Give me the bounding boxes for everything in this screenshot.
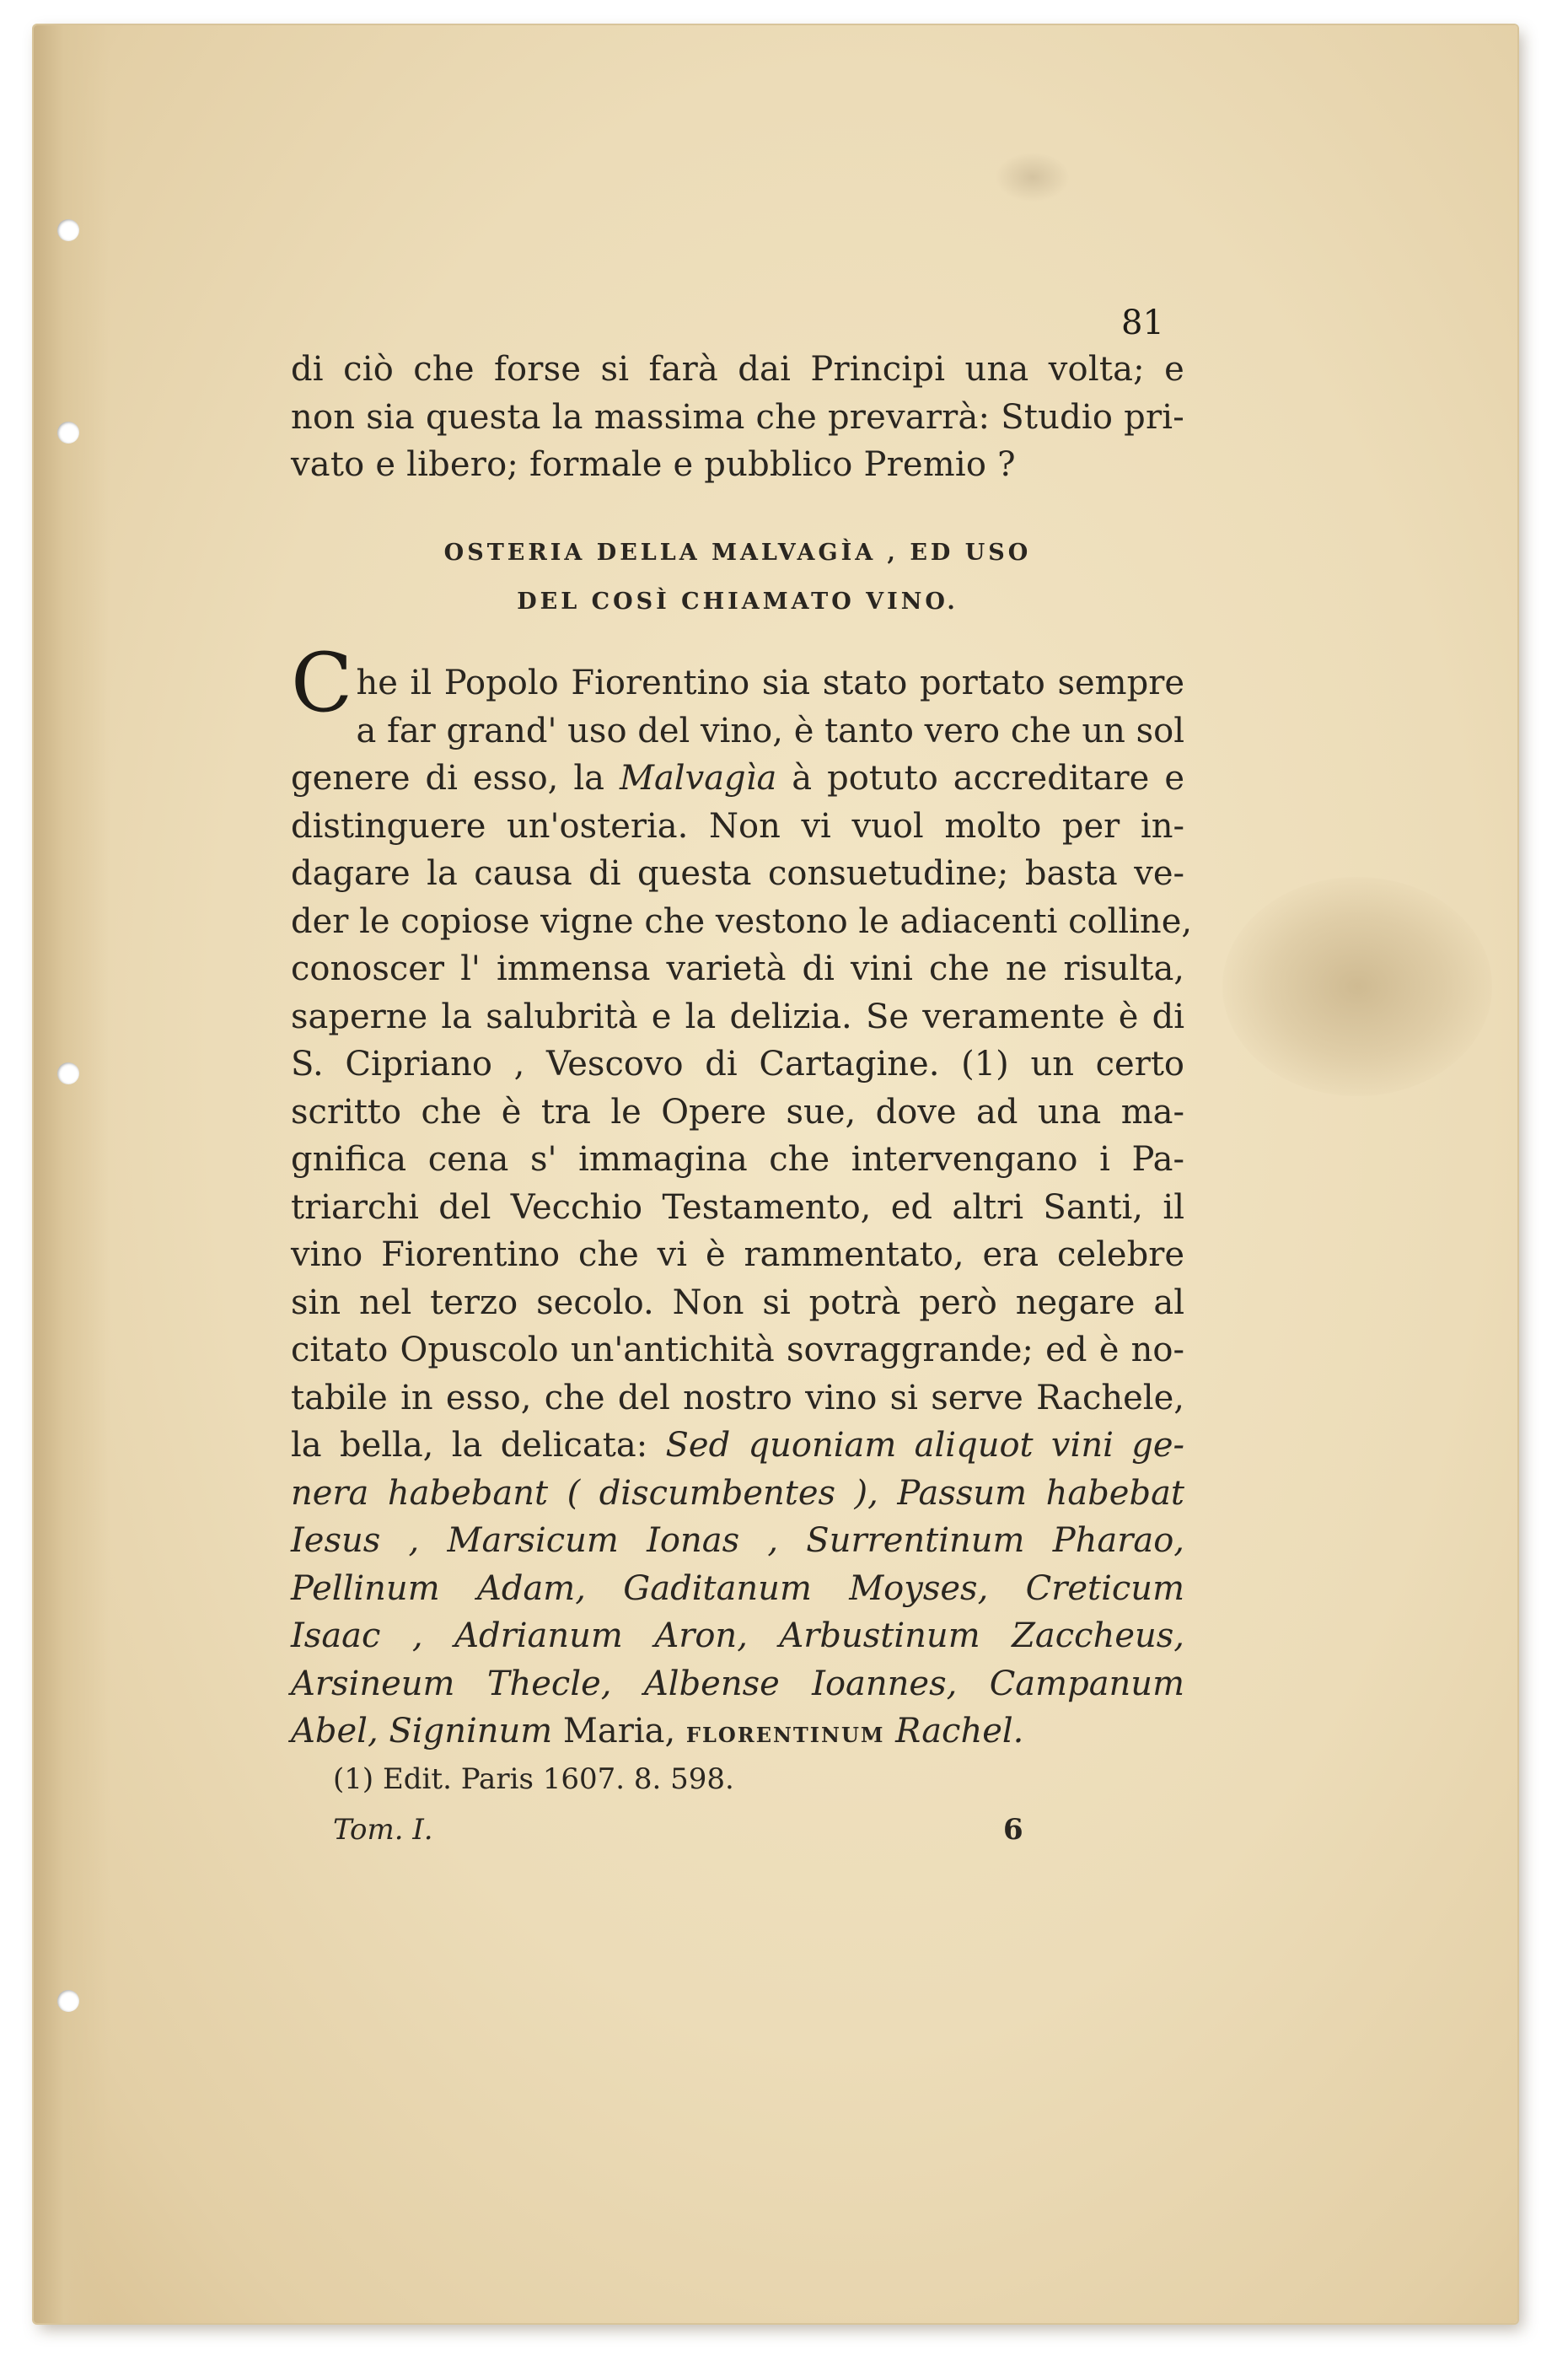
text-line <box>291 850 1184 898</box>
text-fragment: sin nel terzo secolo. Non si potrà però negare al <box>291 1283 1184 1322</box>
latin-phrase: Iesus , Marsicum Ionas , Surrentinum Pharao, <box>291 1521 1184 1560</box>
text-fragment: S. Cipriano , Vescovo di Cartagine. (1) un certo <box>291 1045 1184 1084</box>
text-fragment: Maria, <box>552 1712 686 1751</box>
text-line <box>291 1517 1184 1565</box>
small-caps-word: FLORENTINUM <box>685 1723 885 1747</box>
page-number: 81 <box>1121 304 1164 342</box>
text-line <box>291 1374 1184 1423</box>
text-line <box>291 993 1184 1041</box>
binding-hole-2 <box>57 422 79 444</box>
text-fragment: triarchi del Vecchio Testamento, ed altri Santi, il <box>291 1187 1184 1227</box>
latin-phrase: Rachel. <box>884 1712 1024 1751</box>
text-line: vato e libero; formale e pubblico Premio ? <box>291 445 1016 484</box>
body-lines <box>291 659 1193 1708</box>
binding-hole-1 <box>57 219 79 241</box>
text-fragment: conoscer l' immensa varietà di vini che ne risulta, <box>291 949 1184 988</box>
text-line <box>291 1422 1184 1470</box>
text-line <box>291 803 1184 851</box>
latin-phrase: Sed quoniam aliquot vini ge- <box>665 1426 1184 1465</box>
text-line <box>291 1470 1184 1518</box>
latin-phrase: Malvagìa <box>620 759 777 798</box>
text-line <box>291 898 1193 946</box>
binding-hole-3 <box>57 1062 79 1084</box>
text-line <box>291 1279 1184 1327</box>
latin-phrase: Pellinum Adam, Gaditanum Moyses, Creticum <box>291 1568 1184 1608</box>
text-line <box>291 659 1184 707</box>
text-line <box>291 1041 1184 1089</box>
text-line: non sia questa la massima che prevarrà: Studio pri- <box>291 397 1184 437</box>
foxing-stain <box>1222 877 1492 1096</box>
text-line <box>291 1184 1184 1232</box>
text-line <box>291 1565 1184 1613</box>
text-line <box>291 1089 1184 1137</box>
text-fragment: he il Popolo Fiorentino sia stato portato sempre <box>356 664 1184 702</box>
text-fragment: à potuto accreditare e <box>776 759 1184 798</box>
text-line <box>291 707 1184 756</box>
text-fragment: la bella, la delicata: <box>291 1426 666 1465</box>
latin-phrase: nera habebant ( discumbentes ), Passum habebat <box>291 1473 1184 1513</box>
latin-phrase: Arsineum Thecle, Albense Ioannes, Campanum <box>291 1664 1184 1703</box>
text-line <box>291 945 1184 993</box>
binding-hole-4 <box>57 1990 79 2012</box>
text-fragment: vino Fiorentino che vi è rammentato, era celebre <box>291 1235 1184 1274</box>
text-fragment: genere di esso, la <box>291 759 620 798</box>
text-fragment: a far grand' uso del vino, è tanto vero che un sol <box>356 711 1185 750</box>
text-line-final <box>291 1708 1184 1760</box>
opening-paragraph <box>291 346 1184 489</box>
text-fragment: citato Opuscolo un'antichità sovraggrande; ed è no- <box>291 1331 1184 1369</box>
latin-phrase: Abel, Signinum <box>291 1712 553 1751</box>
section-heading-line-2: DEL COSÌ CHIAMATO VINO. <box>517 589 959 615</box>
paper-crease <box>995 152 1071 202</box>
section-heading-line-1: OSTERIA DELLA MALVAGÌA , ED USO <box>443 540 1032 566</box>
signature-mark: 6 <box>1003 1813 1023 1847</box>
text-line <box>291 1660 1184 1708</box>
text-line <box>291 755 1184 803</box>
text-fragment: gnifica cena s' immagina che intervengano i Pa- <box>291 1140 1184 1179</box>
text-line <box>291 1612 1184 1660</box>
text-line <box>291 1326 1184 1374</box>
main-paragraph <box>291 636 1193 1760</box>
text-fragment: saperne la salubrità e la delizia. Se veramente è di <box>291 997 1184 1036</box>
text-fragment: tabile in esso, che del nostro vino si serve Rachele, <box>291 1378 1184 1417</box>
drop-cap: C <box>291 636 353 730</box>
text-fragment: distinguere un'osteria. Non vi vuol molto per in- <box>291 806 1184 846</box>
text-line: di ciò che forse si farà dai Principi una volta; e <box>291 350 1184 389</box>
text-line <box>291 1231 1184 1279</box>
text-fragment: dagare la causa di questa consuetudine; basta ve- <box>291 854 1184 893</box>
text-line <box>291 1136 1184 1184</box>
text-fragment: scritto che è tra le Opere sue, dove ad una ma- <box>291 1092 1184 1132</box>
signature-label: Tom. I. <box>333 1813 433 1847</box>
latin-phrase: Isaac , Adrianum Aron, Arbustinum Zaccheus, <box>291 1616 1184 1655</box>
binding-edge <box>34 25 110 2323</box>
footnote: (1) Edit. Paris 1607. 8. 598. <box>333 1762 734 1796</box>
text-fragment: der le copiose vigne che vestono le adiacenti colline, <box>291 901 1193 941</box>
